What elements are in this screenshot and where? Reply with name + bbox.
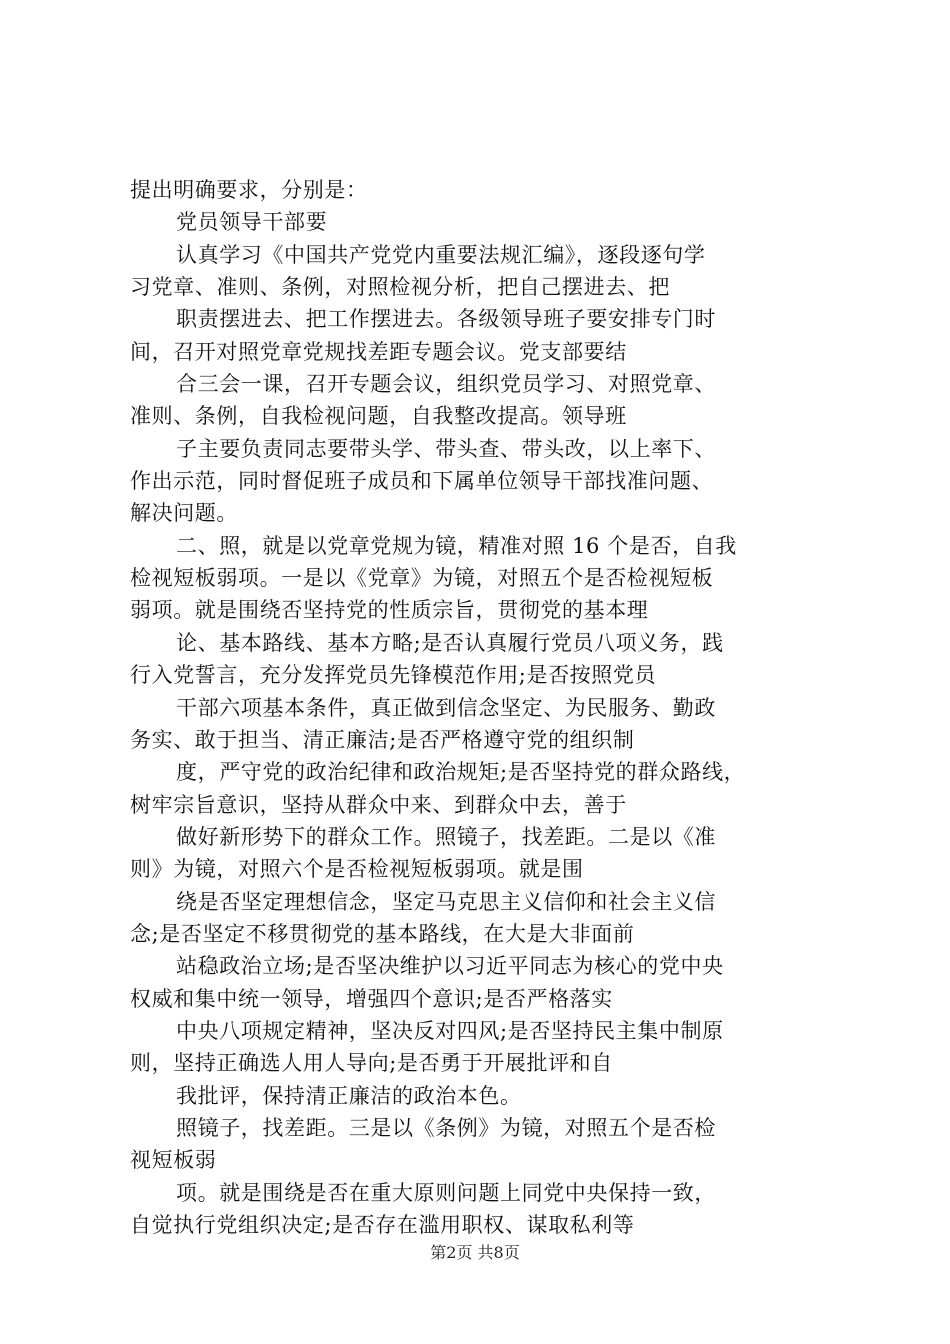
text-line: 中央八项规定精神，坚决反对四风;是否坚持民主集中制原 [176,1018,724,1043]
text-line: 作出示范，同时督促班子成员和下属单位领导干部找准问题、 [130,469,714,494]
document-body [130,174,830,1241]
text-line: 准则、条例，自我检视问题，自我整改提高。领导班 [130,404,627,429]
text-line: 树牢宗旨意识，坚持从群众中来、到群众中去，善于 [130,792,627,817]
text-line: 二、照，就是以党章党规为镜，精准对照 16 个是否，自我 [176,533,737,558]
text-line: 绕是否坚定理想信念，坚定马克思主义信仰和社会主义信 [176,889,716,914]
text-line: 务实、敢于担当、清正廉洁;是否严格遵守党的组织制 [130,727,635,752]
text-line: 职责摆进去、把工作摆进去。各级领导班子要安排专门时 [176,307,716,332]
text-line: 干部六项基本条件，真正做到信念坚定、为民服务、勤政 [176,695,716,720]
text-line: 行入党誓言，充分发挥党员先锋模范作用;是否按照党员 [130,663,657,688]
text-line: 合三会一课，召开专题会议，组织党员学习、对照党章、 [176,372,716,397]
text-line: 做好新形势下的群众工作。照镜子，找差距。二是以《准 [176,824,716,849]
text-line: 项。就是围绕是否在重大原则问题上同党中央保持一致， [176,1180,716,1205]
text-line: 照镜子，找差距。三是以《条例》为镜，对照五个是否检 [176,1115,716,1140]
page-footer: 第2页 共8页 [430,1243,520,1262]
text-line: 权威和集中统一领导，增强四个意识;是否严格落实 [130,986,613,1011]
text-line: 党员领导干部要 [176,210,328,235]
text-line: 间，召开对照党章党规找差距专题会议。党支部要结 [130,339,627,364]
text-line: 子主要负责同志要带头学、带头查、带头改，以上率下、 [176,436,716,461]
text-line: 则》为镜，对照六个是否检视短板弱项。就是围 [130,857,584,882]
text-line: 论、基本路线、基本方略;是否认真履行党员八项义务，践 [176,630,724,655]
text-line: 则，坚持正确选人用人导向;是否勇于开展批评和自 [130,1051,613,1076]
text-line: 弱项。就是围绕否坚持党的性质宗旨，贯彻党的基本理 [130,598,649,623]
text-line: 视短板弱 [130,1148,217,1173]
text-line: 习党章、准则、条例，对照检视分析，把自己摆进去、把 [130,275,670,300]
text-line: 检视短板弱项。一是以《党章》为镜，对照五个是否检视短板 [130,566,714,591]
text-line: 认真学习《中国共产党党内重要法规汇编》，逐段逐句学 [176,242,706,267]
text-line: 站稳政治立场;是否坚决维护以习近平同志为核心的党中央 [176,954,724,979]
text-line: 提出明确要求，分别是： [130,178,368,202]
text-line: 解决问题。 [130,501,238,526]
text-line: 自觉执行党组织决定;是否存在滥用职权、谋取私利等 [130,1213,635,1237]
text-line: 我批评，保持清正廉洁的政治本色。 [176,1083,522,1108]
text-line: 念;是否坚定不移贯彻党的基本路线，在大是大非面前 [130,921,635,946]
text-line: 度，严守党的政治纪律和政治规矩;是否坚持党的群众路线， [176,760,746,785]
